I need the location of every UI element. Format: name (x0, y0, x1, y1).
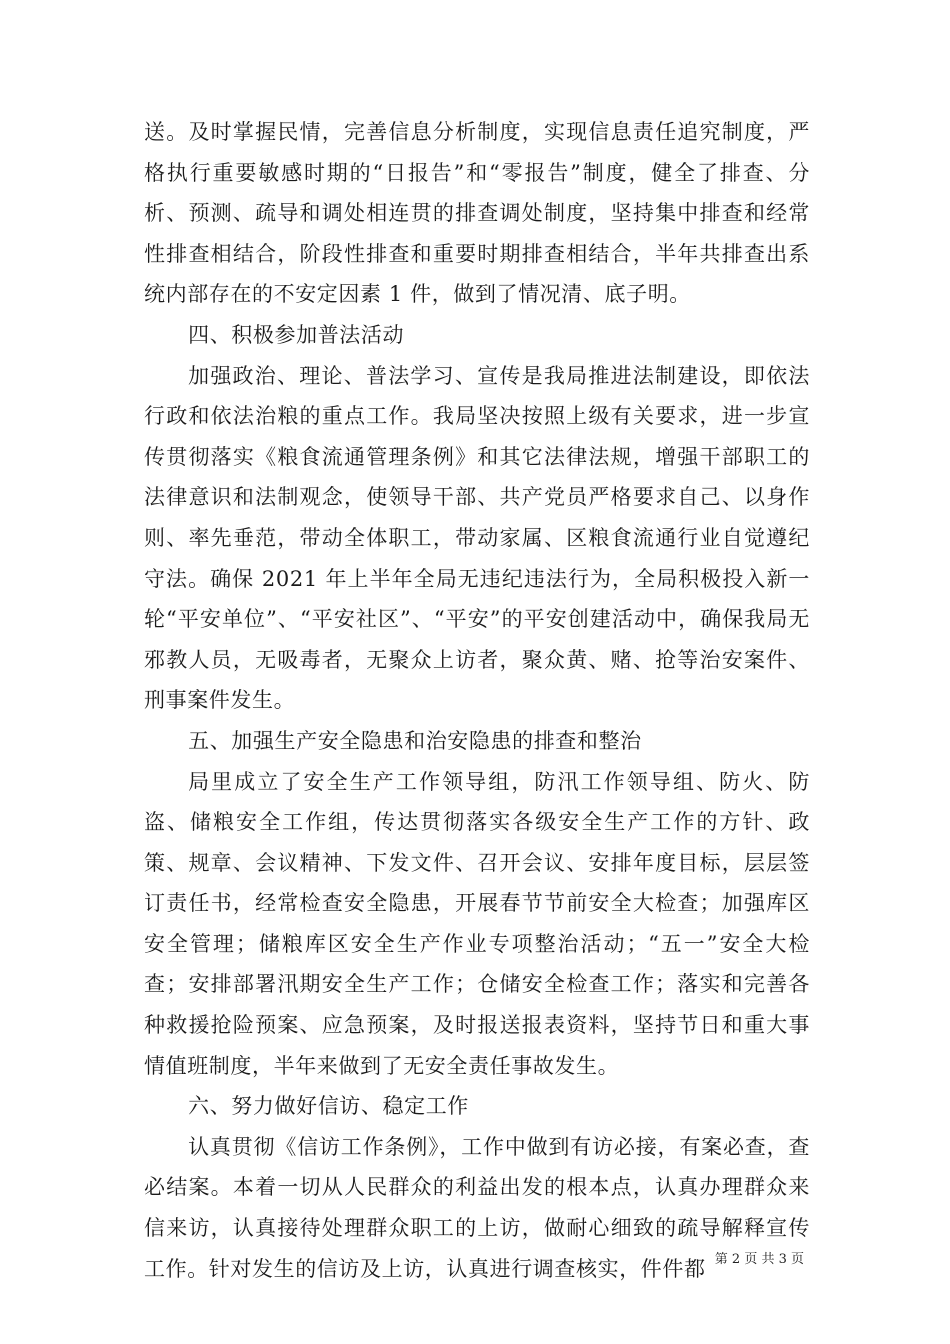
section-heading-6: 六、努力做好信访、稳定工作 (188, 1094, 469, 1119)
paragraph-safety-inspection: 局里成立了安全生产工作领导组，防汛工作领导组、防火、防盗、储粮安全工作组，传达贯彻落实各级安全生产工作的方针、政策、规章、会议精神、下发文件、召开会议、安排年度目标，层层签订责任书，经常检查安全隐患，开展春节节前安全大检查；加强库区安全管理；储粮库区安全生产作业专项整治活动；“五一”安全大检查；安排部署汛期安全生产工作；仓储安全检查工作；落实和完善各种救援抢险预案、应急预案，及时报送报表资料，坚持节日和重大事情值班制度，半年来做到了无安全责任事故发生。 (144, 769, 810, 1078)
paragraph-legal-education: 加强政治、理论、普法学习、宣传是我局推进法制建设，即依法行政和依法治粮的重点工作。我局坚决按照上级有关要求，进一步宣传贯彻落实《粮食流通管理条例》和其它法律法规，增强干部职工的法律意识和法制观念，使领导干部、共产党员严格要求自己、以身作则、率先垂范，带动全体职工，带动家属、区粮食流通行业自觉遵纪守法。确保 2021 年上半年全局无违纪违法行为，全局积极投入新一轮“平安单位”、“平安社区”、“平安”的平安创建活动中，确保我局无邪教人员，无吸毒者，无聚众上访者，聚众黄、赌、抢等治安案件、刑事案件发生。 (144, 363, 810, 713)
paragraph-petition-work: 认真贯彻《信访工作条例》，工作中做到有访必接，有案必查，查必结案。本着一切从人民群众的利益出发的根本点，认真办理群众来信来访，认真接待处理群众职工的上访，做耐心细致的疏导解释宣传工作。针对发生的信访及上访，认真进行调查核实，件件都 (144, 1134, 810, 1281)
document-body (144, 112, 810, 1289)
section-heading-4: 四、积极参加普法活动 (188, 322, 405, 347)
paragraph-continuation: 送。及时掌握民情，完善信息分析制度，实现信息责任追究制度，严格执行重要敏感时期的“日报告”和“零报告”制度，健全了排查、分析、预测、疏导和调处相连贯的排查调处制度，坚持集中排查和经常性排查相结合，阶段性排查和重要时期排查相结合，半年共排查出系统内部存在的不安定因素 1 件，做到了情况清、底子明。 (144, 120, 810, 307)
section-heading-5: 五、加强生产安全隐患和治安隐患的排查和整治 (188, 728, 642, 753)
page-number-footer: 第 2 页 共 3 页 (714, 1252, 804, 1267)
